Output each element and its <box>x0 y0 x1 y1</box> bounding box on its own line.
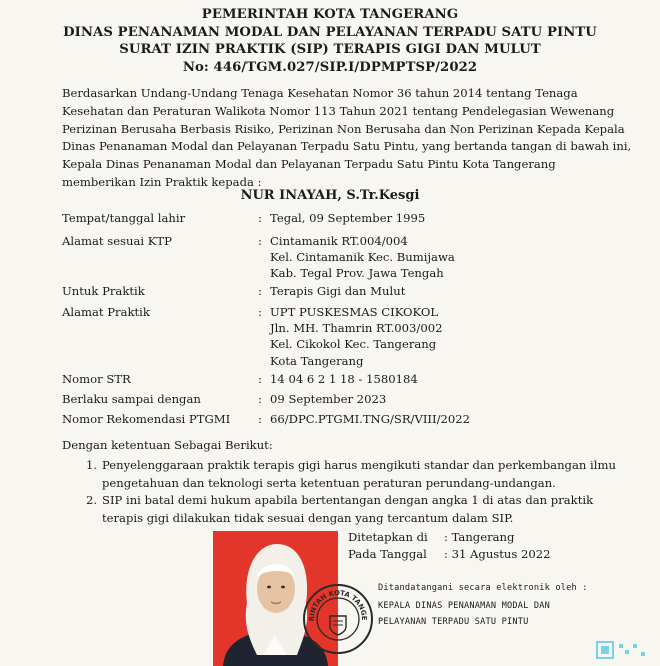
practice-address-value <box>270 304 442 369</box>
condition-item <box>86 492 626 527</box>
intro-line: Kepala Dinas Penanaman Modal dan Pelayanan Terpadu Satu Pintu Kota Tangerang <box>62 157 556 172</box>
valid-until-label: Berlaku sampai dengan <box>62 392 201 406</box>
esign-line: PELAYANAN TERPADU SATU PINTU <box>378 617 529 627</box>
colon: : <box>258 211 262 225</box>
city-seal-icon <box>302 583 374 655</box>
header-agency: DINAS PENANAMAN MODAL DAN PELAYANAN TERPADU SATU PINTU <box>63 24 597 40</box>
issued-date-label: Pada Tanggal <box>348 547 427 561</box>
document-header <box>0 6 660 76</box>
condition-number: 1. <box>86 458 98 472</box>
condition-text: SIP ini batal demi hukum apabila bertentangan dengan angka 1 di atas dan praktik <box>102 493 594 507</box>
practice-address-label: Alamat Praktik <box>62 305 150 319</box>
header-permit-number: No: 446/TGM.027/SIP.I/DPMPTSP/2022 <box>182 59 478 75</box>
practice-address-line: Kel. Cikokol Kec. Tangerang <box>270 337 437 352</box>
practice-for-label: Untuk Praktik <box>62 284 145 298</box>
holder-name: NUR INAYAH, S.Tr.Kesgi <box>240 188 420 203</box>
birth-label: Tempat/tanggal lahir <box>62 211 186 225</box>
condition-text: Penyelenggaraan praktik terapis gigi harus mengikuti standar dan perkembangan ilmu <box>102 458 616 472</box>
practice-address-line: Kota Tangerang <box>270 353 364 368</box>
qr-code-icon <box>595 640 655 660</box>
seal-text: RINTAH KOTA TANGE <box>307 588 369 622</box>
practice-address-line: Jln. MH. Thamrin RT.003/002 <box>270 321 443 336</box>
intro-paragraph <box>62 85 632 192</box>
str-number-value: 14 04 6 2 1 18 - 1580184 <box>270 372 418 386</box>
colon: : <box>258 392 262 406</box>
header-permit-title: SURAT IZIN PRAKTIK (SIP) TERAPIS GIGI DAN MULUT <box>119 42 541 57</box>
intro-line: Kesehatan dan Peraturan Walikota Nomor 113 Tahun 2021 tentang Pendelegasian Wewenang <box>62 103 615 118</box>
official-seal <box>302 583 374 655</box>
header-government: PEMERINTAH KOTA TANGERANG <box>201 7 459 22</box>
esign-line: KEPALA DINAS PENANAMAN MODAL DAN <box>378 601 550 611</box>
issued-date-value: : 31 Agustus 2022 <box>444 547 551 561</box>
esign-line: Ditandatangani secara elektronik oleh : <box>378 583 588 593</box>
intro-line: Berdasarkan Undang-Undang Tenaga Kesehatan Nomor 36 tahun 2014 tentang Tenaga <box>62 86 578 100</box>
ktp-address-line: Cintamanik RT.004/004 <box>270 234 408 248</box>
condition-number: 2. <box>86 493 98 507</box>
conditions-heading: Dengan ketentuan Sebagai Berikut: <box>62 438 273 452</box>
ktp-address-value <box>270 233 455 282</box>
ptgmi-number-label: Nomor Rekomendasi PTGMI <box>62 412 231 426</box>
practice-for-value: Terapis Gigi dan Mulut <box>270 284 406 298</box>
issued-place-label: Ditetapkan di <box>348 530 428 544</box>
condition-text: pengetahuan dan teknologi serta ketentuan peraturan perundang-undangan. <box>102 475 556 490</box>
valid-until-value: 09 September 2023 <box>270 392 387 406</box>
condition-item <box>86 457 626 492</box>
ktp-address-line: Kel. Cintamanik Kec. Bumijawa <box>270 250 455 265</box>
colon: : <box>258 305 262 319</box>
colon: : <box>258 284 262 298</box>
practice-address-line: UPT PUSKESMAS CIKOKOL <box>270 305 439 319</box>
colon: : <box>258 234 262 248</box>
intro-line: Perizinan Berusaha Berbasis Risiko, Perizinan Non Berusaha dan Non Perizinan Kepada Kepala <box>62 121 625 136</box>
qr-code <box>595 640 655 660</box>
issued-place-value: : Tangerang <box>444 530 515 544</box>
condition-text: terapis gigi dilakukan tidak sesuai dengan yang tercantum dalam SIP. <box>102 510 514 525</box>
intro-line: Dinas Penanaman Modal dan Pelayanan Terpadu Satu Pintu, yang bertanda tangan di bawah ini, <box>62 139 632 154</box>
ktp-address-line: Kab. Tegal Prov. Jawa Tengah <box>270 266 444 281</box>
colon: : <box>258 412 262 426</box>
intro-line: memberikan Izin Praktik kepada : <box>62 174 262 189</box>
str-number-label: Nomor STR <box>62 372 131 386</box>
birth-value: Tegal, 09 September 1995 <box>270 211 426 225</box>
colon: : <box>258 372 262 386</box>
ptgmi-number-value: 66/DPC.PTGMI.TNG/SR/VIII/2022 <box>270 412 470 426</box>
ktp-address-label: Alamat sesuai KTP <box>62 234 172 248</box>
